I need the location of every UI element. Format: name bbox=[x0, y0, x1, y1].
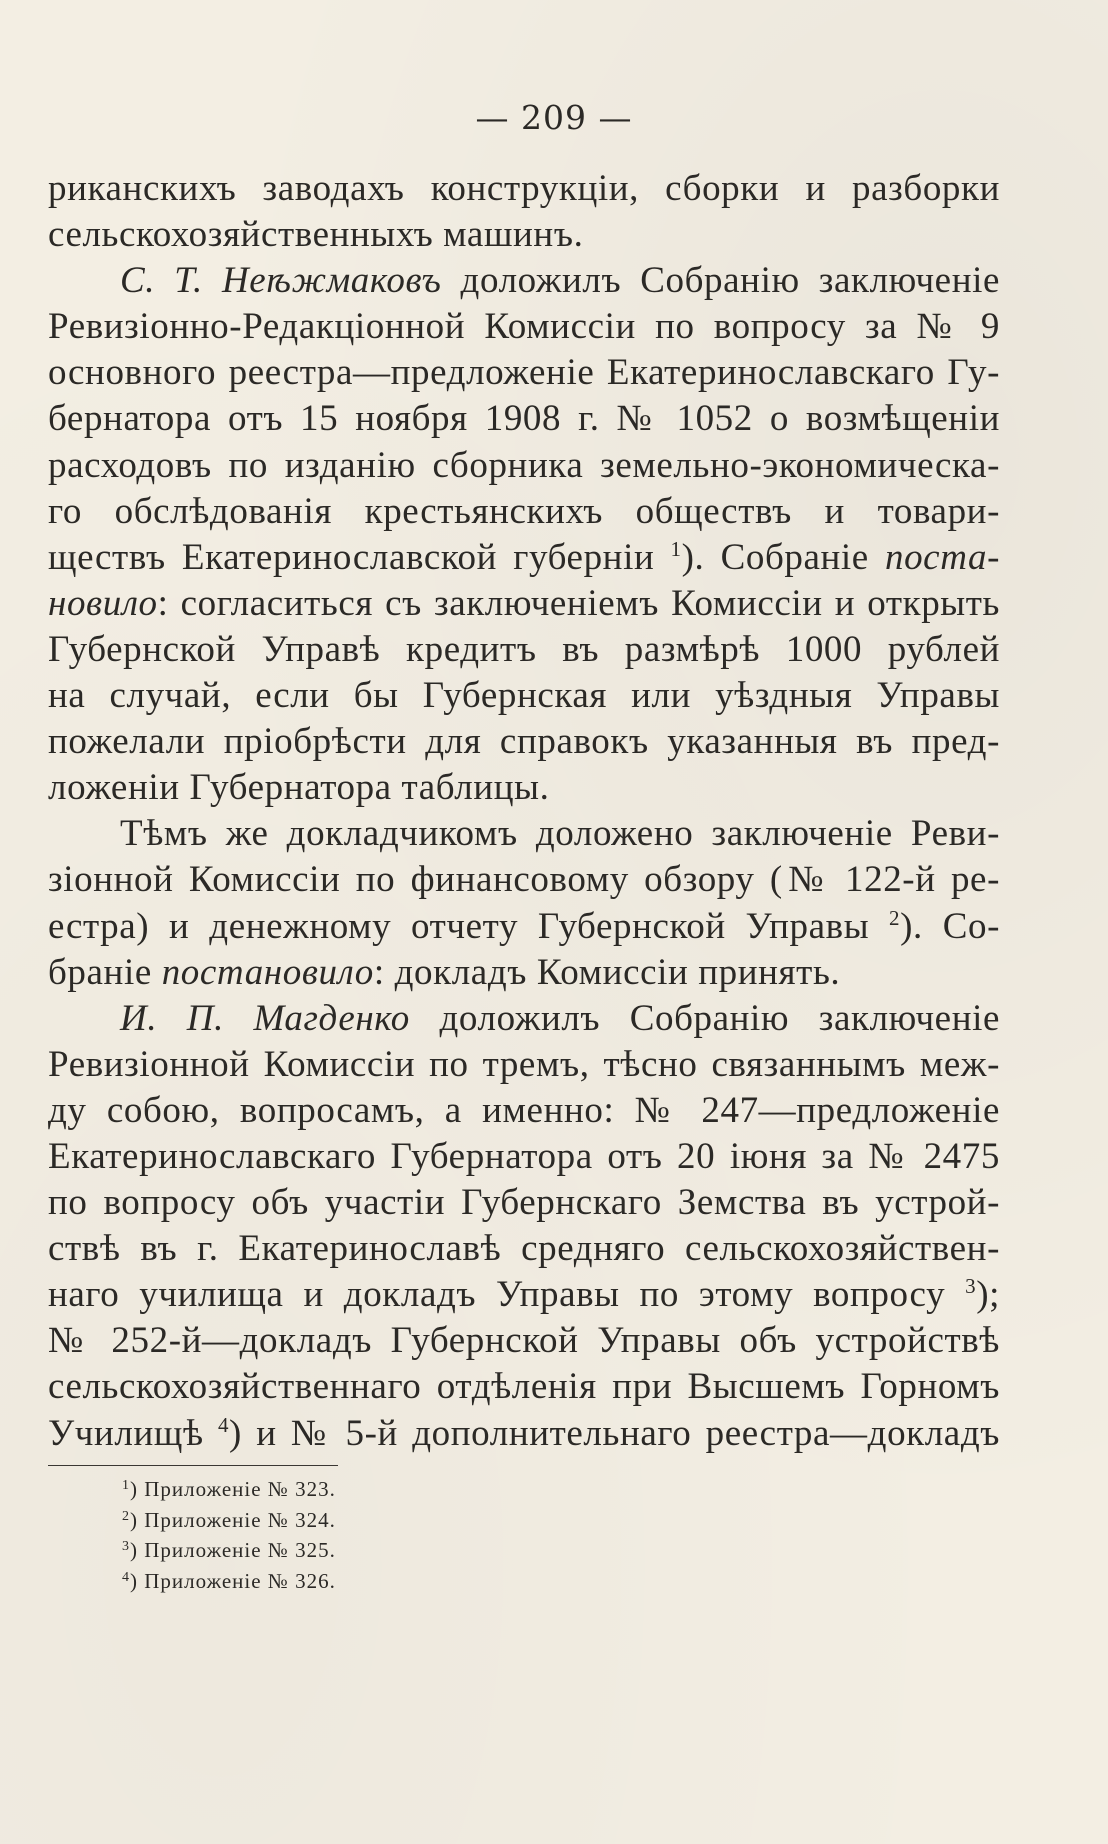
footnote-ref: 1 bbox=[670, 536, 682, 561]
footnote: $^2$) Приложеніе № 324. bbox=[122, 1507, 336, 1532]
text-line: естра) и денежному отчету Губернской Управы $^2$). Со- bbox=[48, 905, 1000, 947]
text-line: наго училища и докладъ Управы по этому вопросу $^3$); bbox=[48, 1274, 1000, 1316]
text-line: нoвилo: согласиться съ заключеніемъ Комиссіи и открыть bbox=[48, 582, 1000, 624]
footnote: $^1$) Приложеніе № 323. bbox=[122, 1477, 336, 1501]
text-line: сельскохозяйственныхъ машинъ. bbox=[48, 214, 584, 256]
text-line: на случай, если бы Губернская или уѣздныя Управы bbox=[48, 675, 1000, 717]
footnotes bbox=[122, 1474, 336, 1596]
text-line: го обслѣдованія крестьянскихъ обществъ и товари- bbox=[48, 490, 1000, 532]
footnote: $^3$) Приложеніе № 325. bbox=[122, 1538, 336, 1562]
footnote-ref: 2 bbox=[888, 905, 901, 930]
body-text bbox=[48, 166, 1000, 1457]
text-line: риканскихъ заводахъ конструкціи, сборки и разборки bbox=[48, 168, 1000, 209]
text-line: Ревизіонной Комиссіи по тремъ, тѣсно связаннымъ меж- bbox=[48, 1043, 1000, 1085]
text-line: № 252-й—докладъ Губернской Управы объ устройствѣ bbox=[48, 1320, 1000, 1362]
text-line: ду собою, вопросамъ, а именно: № 247—предложеніе bbox=[48, 1089, 1000, 1131]
text-line: Екатеринославскаго Губернатора отъ 20 іюня за № 2475 bbox=[48, 1135, 1000, 1177]
text-line: основного реестра—предложеніе Екатеринославскаго Гу- bbox=[48, 352, 1000, 394]
text-line: Тѣмъ же докладчикомъ доложено заключеніе Реви- bbox=[120, 813, 1000, 855]
page-number: — 209 — bbox=[475, 98, 633, 137]
speaker-name: С. Т. Неѣжмаковъ bbox=[120, 260, 442, 302]
text-line: пожелали пріобрѣсти для справокъ указанныя въ пред- bbox=[48, 721, 1000, 763]
text-line: сельскохозяйственнаго отдѣленія при Высшемъ Горномъ bbox=[48, 1366, 1000, 1408]
text-line: браніе постановило: докладъ Комиссіи принять. bbox=[48, 951, 841, 993]
speaker-name: И. П. Магденко bbox=[120, 997, 410, 1039]
footnote-ref: 3 bbox=[965, 1274, 977, 1299]
footnote-divider bbox=[48, 1465, 338, 1466]
text-line: Ревизіонно-Редакціонной Комиссіи по вопросу за № 9 bbox=[48, 306, 1000, 348]
text-line: И. П. Магденко доложилъ Собранію заключеніе bbox=[120, 997, 1001, 1039]
text-line: ложеніи Губернатора таблицы. bbox=[48, 767, 550, 809]
text-line: С. Т. Неѣжмаковъ доложилъ Собранію заключеніе bbox=[120, 260, 1000, 302]
text-line: Училищѣ $^4$) и № 5-й дополнительнаго реестра—докладъ bbox=[48, 1412, 1000, 1454]
footnote-ref: 4 bbox=[217, 1412, 230, 1437]
text-line: ствѣ въ г. Екатеринославѣ средняго сельскохозяйствен- bbox=[48, 1228, 1000, 1270]
text-line: зіонной Комиссіи по финансовому обзору (№ 122-й ре- bbox=[48, 859, 1000, 901]
text-line: Губернской Управѣ кредитъ въ размѣрѣ 1000 рублей bbox=[48, 628, 1000, 670]
text-line: бернатора отъ 15 ноября 1908 г. № 1052 о возмѣщеніи bbox=[48, 398, 1000, 440]
footnote: $^4$) Приложеніе № 326. bbox=[122, 1568, 336, 1593]
text-line: ществъ Екатеринославской губерніи $^1$). Собраніе поста- bbox=[48, 536, 1000, 578]
text-line: расходовъ по изданію сборника земельно-экономическа- bbox=[48, 444, 1000, 486]
text-line: по вопросу объ участіи Губернскаго Земства въ устрой- bbox=[48, 1182, 1000, 1224]
